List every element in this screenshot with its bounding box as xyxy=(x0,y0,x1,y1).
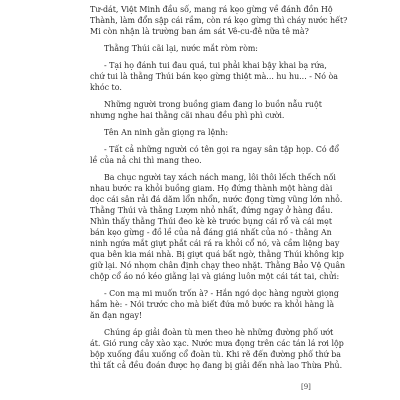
paragraph xyxy=(90,4,348,37)
paragraph xyxy=(90,99,320,121)
body-text xyxy=(90,4,348,371)
text-line: bán kẹo gừng - đồ lề của nả đáng giá nhất của nó - thằng An xyxy=(90,228,332,237)
text-line: Ba chục người tay xách nách mang, lôi thôi lếch thếch nối xyxy=(104,173,336,182)
text-line: Những người trong buồng giam đang lo buồn nẫu ruột xyxy=(104,100,322,109)
paragraph xyxy=(90,327,344,371)
text-line: thì tất cả đều đoán được họ đang bị giải đến nhà lao Thừa Phủ. xyxy=(90,361,343,370)
paragraph xyxy=(90,172,346,282)
text-line: dọc cái sân rải đá dăm lổn nhổn, nước đọng từng vũng lớn nhỏ. xyxy=(90,195,343,204)
paragraph xyxy=(90,43,320,54)
text-line: khóc to. xyxy=(90,83,122,92)
text-line: giữ lại. Nó nhọm chân định chạy theo nhặt. Thằng Bảo Vệ Quân xyxy=(90,261,346,270)
text-line: - Tất cả những người có tên gọi ra ngay sân tập họp. Có đổ xyxy=(104,145,340,154)
page-number: [9] xyxy=(301,383,311,391)
text-line: Mi còn nhận là trường ban ám sát Vê-cu-đê nữa tê mà? xyxy=(90,27,309,36)
text-line: - Tại họ đánh tui đau quá, tui phải khai bậy khai bạ rứa, xyxy=(104,61,327,70)
text-line: bộp xuống đầu xuống cổ đoàn tù. Khi rẽ đến đường phố thứ ba xyxy=(90,350,342,359)
text-line: ăn đạn ngay! xyxy=(90,311,143,320)
text-line: ninh ngứa mắt giựt phắt cái rá ra khỏi cổ nó, và cầm liệng bay xyxy=(90,239,340,248)
text-line: Tư-dát, Việt Minh đầu số, mang rá kẹo gừng về đánh đồn Hộ xyxy=(90,5,333,14)
text-line: qua bên kia mái nhà. Bị giựt quá bất ngờ, thằng Thúi không kịp xyxy=(90,250,344,259)
text-line: Nhìn thấy thằng Thúi đeo kè kè trước bụng cái rổ và cái mẹt xyxy=(90,217,332,226)
text-line: - Con mạ mi muốn trốn à? - Hắn ngó dọc hàng người giọng xyxy=(104,289,339,298)
text-line: lề của nả chi thì mang theo. xyxy=(90,156,202,165)
text-line: Thành, làm đổn sập cái rầm, còn rá kẹo gừng thì cháy nước hết? xyxy=(90,16,348,25)
paragraph xyxy=(90,144,340,166)
paragraph xyxy=(90,288,339,321)
text-line: nhưng nghe hai thằng cãi nhau đều phì phì cười. xyxy=(90,111,285,120)
text-line: Tên An ninh gằn giọng ra lệnh: xyxy=(104,128,229,137)
text-line: Thằng Thúi cãi lại, nước mắt ròm ròm: xyxy=(104,44,258,53)
paragraph xyxy=(90,127,320,138)
text-line: nhau bước ra khỏi buồng giam. Họ đứng thành một hàng dài xyxy=(90,184,333,193)
text-line: hầm hè: - Nói trước cho mà biết đứa mô bước ra khỏi hàng là xyxy=(90,300,335,309)
text-line: Chúng áp giải đoàn tù men theo hè những đường phố ướt xyxy=(104,328,334,337)
text-line: Thằng Thúi và thằng Lượm nhỏ nhất, đứng ngay ở hàng đầu. xyxy=(90,206,333,215)
paragraph xyxy=(90,60,339,93)
text-line: chứ tui là thằng Thúi bán kẹo gừng thiệt mà... hu hu... - Nó òa xyxy=(90,72,339,81)
text-line: chộp cổ áo nó kéo giằng lại và giáng luôn một cái tát tai, chửi: xyxy=(90,272,340,281)
text-line: át. Gió rung cây xào xạc. Nước mưa đọng trên các tán lá rơi lộp xyxy=(90,339,344,348)
